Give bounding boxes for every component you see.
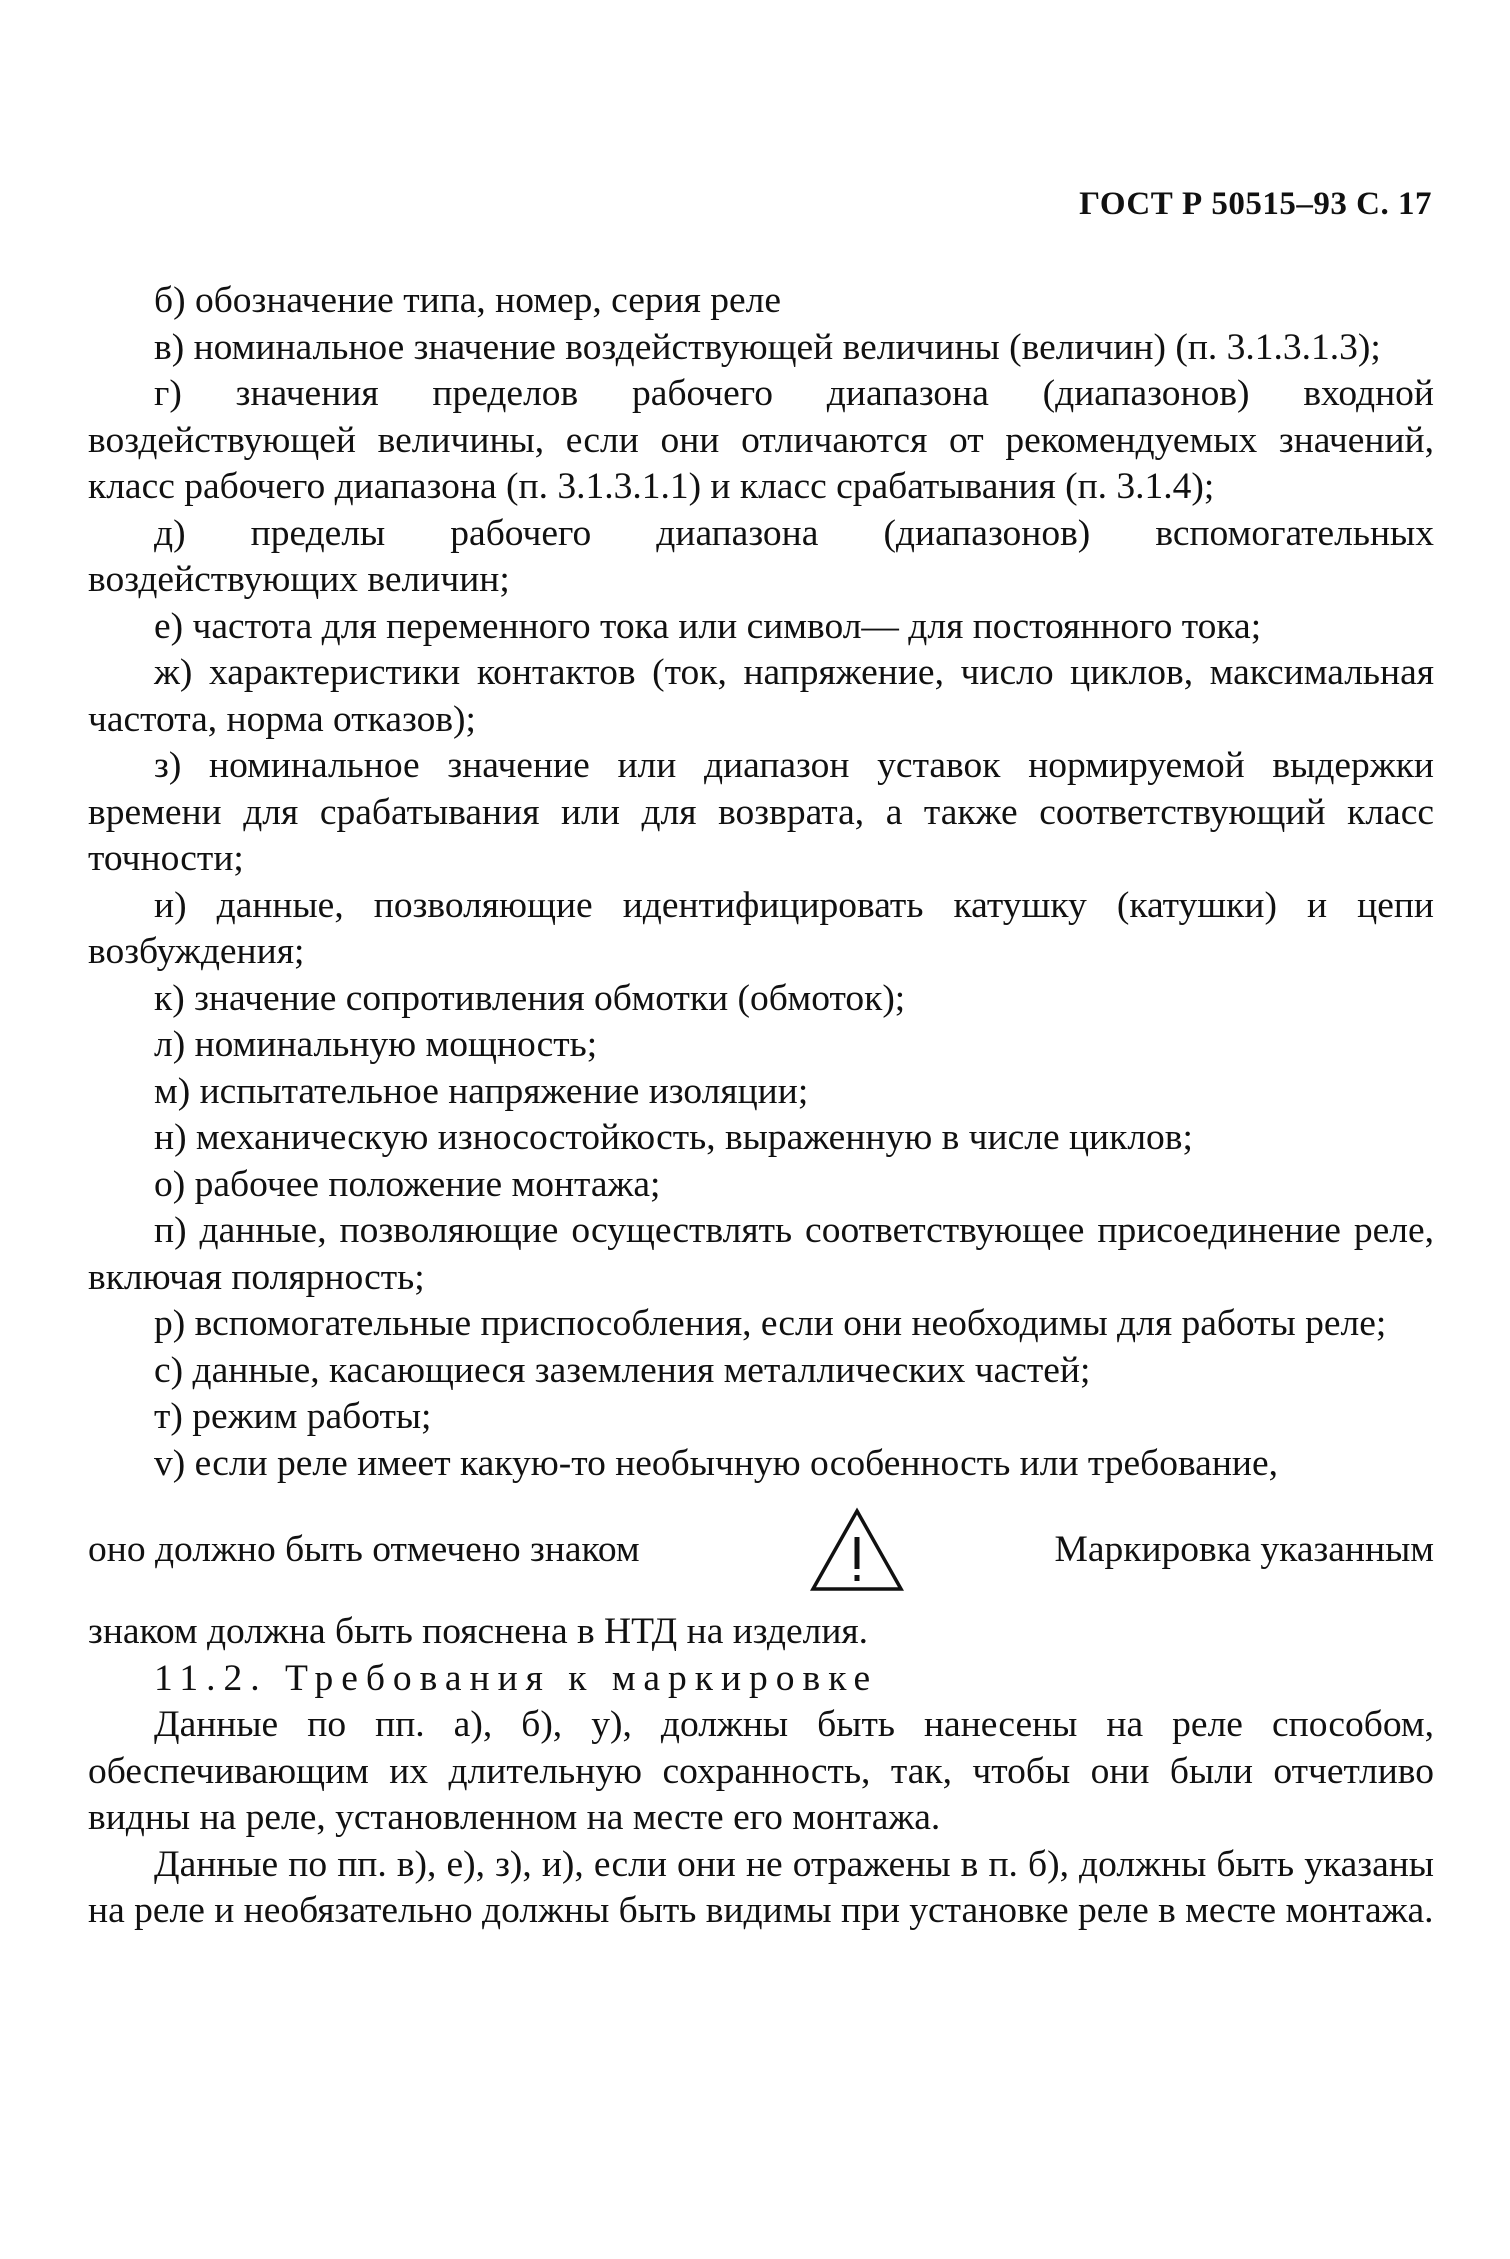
list-item-v: в) номинальное значение воздействующей величины (величин) (п. 3.1.3.1.3); <box>154 326 1381 368</box>
list-item-m: м) испытательное напряжение изоляции; <box>154 1070 809 1112</box>
warning-sign-line <box>88 1491 1434 1609</box>
list-item-b: б) обозначение типа, номер, серия реле <box>154 280 782 321</box>
list-item-s: с) данные, касающиеся заземления металлических частей; <box>154 1349 1091 1391</box>
warning-triangle-icon <box>809 1507 905 1593</box>
list-item-n: н) механическую износостойкость, выраженную в числе циклов; <box>154 1117 1193 1158</box>
section-title: 11.2. Требования к маркировке <box>154 1657 879 1699</box>
sign-line-right-text: Маркировка указанным <box>1054 1528 1434 1570</box>
list-item-d: д) пределы рабочего диапазона (диапазонов) вспомогательных воздействующих величин; <box>88 512 1434 600</box>
list-item-l: л) номинальную мощность; <box>154 1024 598 1065</box>
list-item-i: и) данные, позволяющие идентифицировать катушку (катушки) и цепи возбуждения; <box>88 884 1434 972</box>
sign-line-left-text: оно должно быть отмечено знаком <box>88 1528 640 1570</box>
body-text <box>88 278 1434 1935</box>
list-item-v-special: v) если реле имеет какую-то необычную особенность или требование, <box>154 1442 1278 1484</box>
list-item-zh: ж) характеристики контактов (ток, напряжение, число циклов, максимальная частота, норма отказов); <box>88 652 1434 740</box>
list-item-t: т) режим работы; <box>154 1396 432 1437</box>
list-item-p: п) данные, позволяющие осуществлять соответствующее присоединение реле, включая полярность; <box>88 1210 1434 1298</box>
page-header: ГОСТ Р 50515–93 С. 17 <box>1079 186 1432 222</box>
list-item-g: г) значения пределов рабочего диапазона (диапазонов) входной воздействующей величины, если они отличаются от рекомендуемых значений, класс рабочего диапазона (п. 3.1.3.1.1) и класс срабатывания (п. 3.1.4); <box>88 373 1434 507</box>
list-item-r: р) вспомогательные приспособления, если они необходимы для работы реле; <box>154 1303 1387 1344</box>
list-item-e: е) частота для переменного тока или символ— для постоянного тока; <box>154 605 1262 647</box>
section-paragraph-2: Данные по пп. в), е), з), и), если они не отражены в п. б), должны быть указаны на реле и необязательно должны быть видимы при установке реле в месте монтажа. <box>88 1843 1434 1931</box>
list-item-o: о) рабочее положение монтажа; <box>154 1163 661 1205</box>
section-paragraph-1: Данные по пп. а), б), у), должны быть нанесены на реле способом, обеспечивающим их длительную сохранность, так, чтобы они были отчетливо видны на реле, установленном на месте его монтажа. <box>88 1704 1434 1838</box>
list-item-z: з) номинальное значение или диапазон уставок нормируемой выдержки времени для срабатывания или для возврата, а также соответствующий класс точности; <box>88 745 1434 879</box>
sign-explanation: знаком должна быть пояснена в НТД на изделия. <box>88 1611 869 1652</box>
list-item-k: к) значение сопротивления обмотки (обмоток); <box>154 977 906 1019</box>
